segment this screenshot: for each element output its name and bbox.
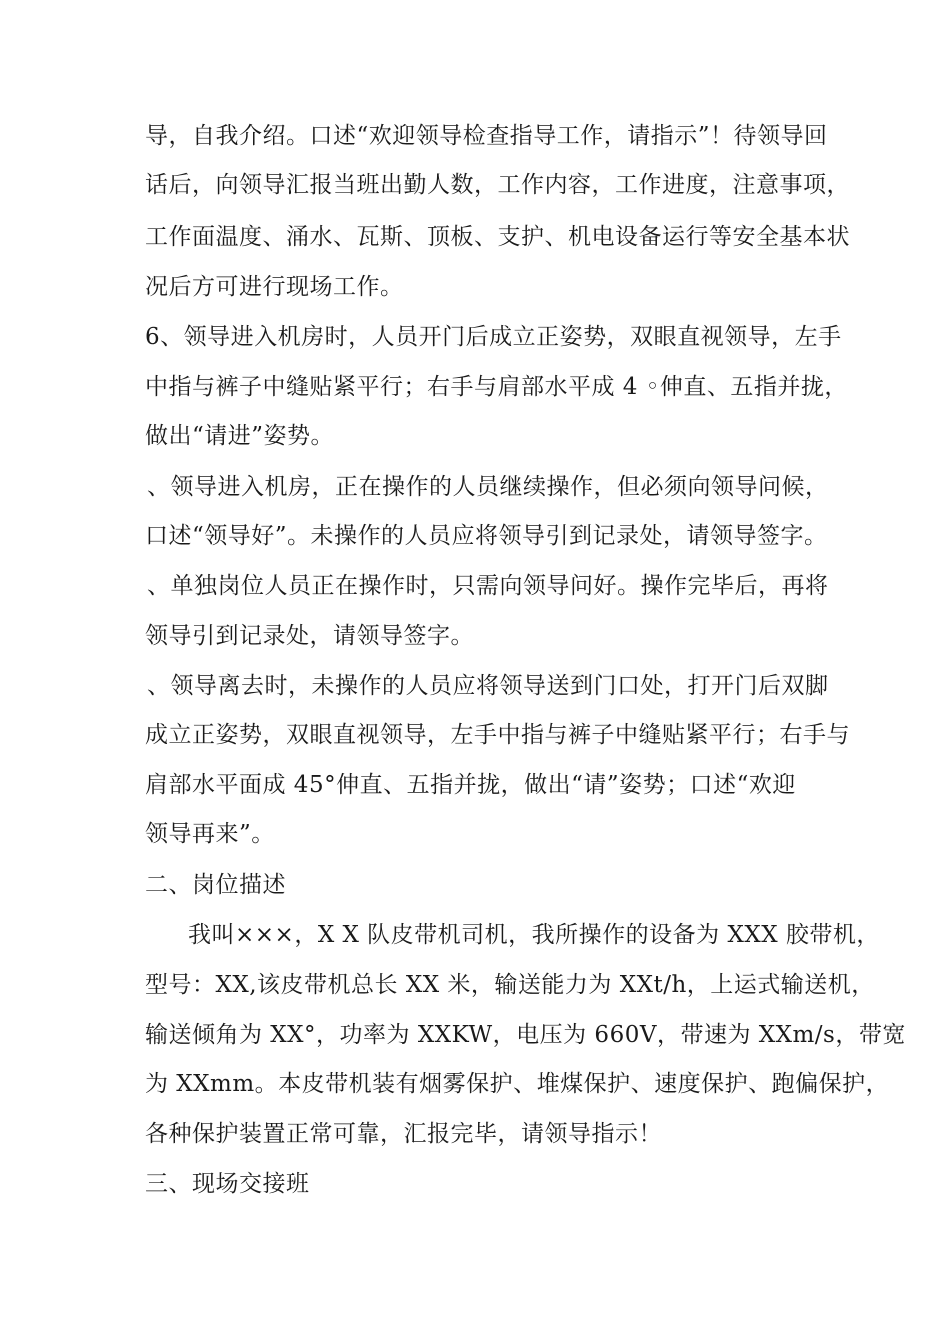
paragraph-line: 做出“请进”姿势。 <box>145 423 335 449</box>
paragraph-line: 、单独岗位人员正在操作时，只需向领导问好。操作完毕后，再将 <box>147 573 829 599</box>
paragraph-line: 我叫×××，X X 队皮带机司机，我所操作的设备为 XXX 胶带机， <box>188 922 880 948</box>
section-heading: 三、现场交接班 <box>145 1171 310 1197</box>
paragraph-line: 领导再来”。 <box>145 821 275 847</box>
paragraph-line: 、领导离去时，未操作的人员应将领导送到门口处，打开门后双脚 <box>147 673 829 699</box>
section-heading: 二、岗位描述 <box>145 872 286 898</box>
paragraph-line: 成立正姿势，双眼直视领导，左手中指与裤子中缝贴紧平行；右手与 <box>145 722 850 748</box>
paragraph-line: 中指与裤子中缝贴紧平行；右手与肩部水平成 4 ◦伸直、五指并拢， <box>145 374 848 400</box>
paragraph-line: 口述“领导好”。未操作的人员应将领导引到记录处，请领导签字。 <box>145 523 828 549</box>
paragraph-line: 6、领导进入机房时，人员开门后成立正姿势，双眼直视领导，左手 <box>145 324 842 350</box>
paragraph-line: 工作面温度、涌水、瓦斯、顶板、支护、机电设备运行等安全基本状 <box>145 224 850 250</box>
paragraph-line: 况后方可进行现场工作。 <box>145 274 404 300</box>
paragraph-line: 导，自我介绍。口述“欢迎领导检查指导工作，请指示”！待领导回 <box>145 123 828 149</box>
paragraph-line: 领导引到记录处，请领导签字。 <box>145 623 474 649</box>
paragraph-line: 型号：XX,该皮带机总长 XX 米，输送能力为 XXt/h，上运式输送机， <box>145 972 875 998</box>
paragraph-line: 、领导进入机房，正在操作的人员继续操作，但必须向领导问候， <box>147 474 829 500</box>
paragraph-line: 输送倾角为 XX°，功率为 XXKW，电压为 660V，带速为 XXm/s，带宽 <box>145 1022 906 1048</box>
paragraph-line: 为 XXmm。本皮带机装有烟雾保护、堆煤保护、速度保护、跑偏保护， <box>145 1071 890 1097</box>
paragraph-line: 话后，向领导汇报当班出勤人数，工作内容，工作进度，注意事项， <box>145 172 850 198</box>
paragraph-line: 各种保护装置正常可靠，汇报完毕，请领导指示！ <box>145 1121 662 1147</box>
paragraph-line: 肩部水平面成 45°伸直、五指并拢，做出“请”姿势；口述“欢迎 <box>145 772 796 798</box>
